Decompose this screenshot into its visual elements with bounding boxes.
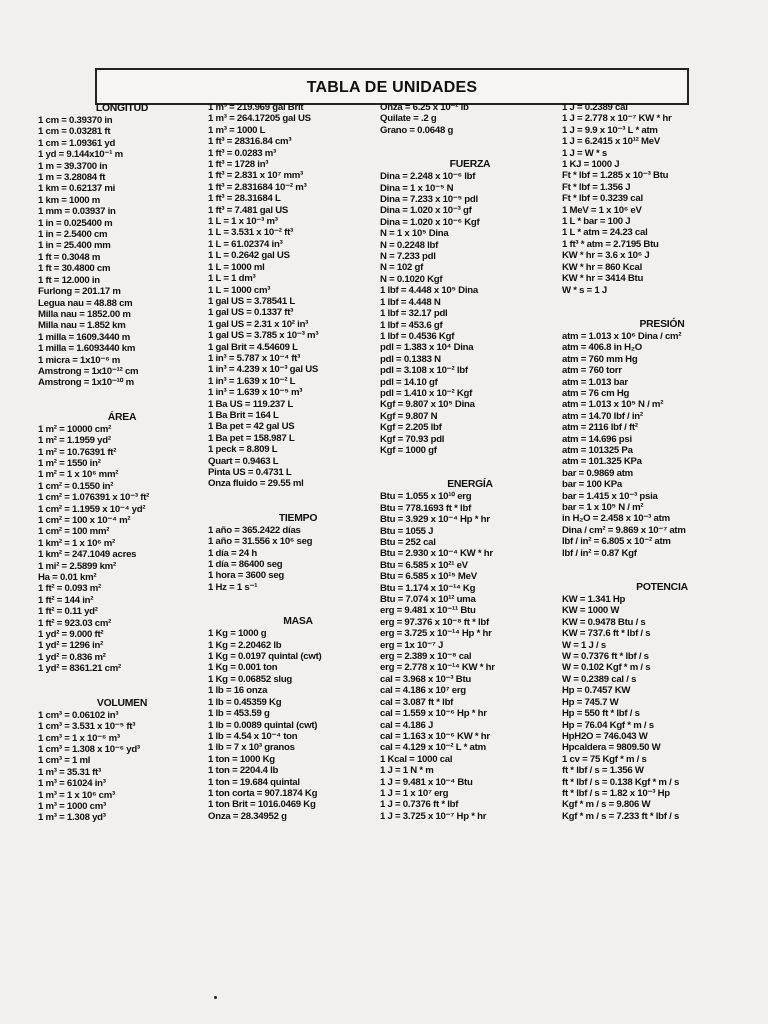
section-continued: [208, 102, 388, 490]
conversion-line: atm = 14.70 lbf / in²: [562, 410, 643, 422]
conversion-line: 1 gal US = 3.78541 L: [208, 295, 295, 307]
conversion-line: 1 lbf = 0.4536 Kgf: [380, 330, 455, 342]
conversion-line: 1 lb = 0.45359 Kg: [208, 696, 282, 708]
conversion-line: 1 in³ = 5.787 x 10⁻⁴ ft³: [208, 352, 301, 364]
conversion-line: 1 m³ = 1000 cm³: [38, 800, 106, 812]
conversion-line: 1 año = 31.556 x 10⁶ seg: [208, 536, 313, 548]
conversion-line: 1 ft = 30.4800 cm: [38, 263, 111, 275]
conversion-line: N = 0.2248 lbf: [380, 239, 439, 251]
conversion-line: Kgf = 70.93 pdl: [380, 433, 445, 445]
conversion-line: pdl = 14.10 gf: [380, 376, 438, 388]
conversion-line: 1 ft³ = 28316.84 cm³: [208, 136, 292, 148]
conversion-line: Onza = 28.34952 g: [208, 810, 287, 822]
conversion-line: 1 J = 3.725 x 10⁻⁷ Hp * hr: [380, 810, 487, 822]
conversion-line: 1 ft³ = 1728 in³: [208, 159, 269, 171]
conversion-line: lbf / in² = 0.87 Kgf: [562, 547, 637, 559]
conversion-line: cal = 4.186 J: [380, 719, 434, 731]
section-tiempo: [208, 512, 388, 593]
conversion-line: 1 J = 9.481 x 10⁻⁴ Btu: [380, 776, 473, 788]
conversion-line: Btu = 1055 J: [380, 525, 434, 537]
conversion-line: 1 ft³ = 28.31684 L: [208, 193, 281, 205]
conversion-line: Hp = 550 ft * lbf / s: [562, 708, 640, 720]
conversion-line: 1 ton = 19.684 quintal: [208, 776, 300, 788]
conversion-line: Kgf * m / s = 9.806 W: [562, 799, 651, 811]
conversion-line: 1 lb = 7 x 10³ granos: [208, 742, 295, 754]
conversion-line: bar = 1 x 10⁵ N / m²: [562, 502, 644, 513]
conversion-line: 1 ton = 1000 Kg: [208, 753, 275, 765]
conversion-line: 1 m² = 10000 cm²: [38, 423, 112, 435]
column-3: [380, 102, 560, 822]
conversion-line: Btu = 778.1693 ft * lbf: [380, 502, 472, 514]
conversion-line: 1 día = 86400 seg: [208, 559, 283, 571]
conversion-line: W = 0.102 Kgf * m / s: [562, 662, 651, 674]
conversion-line: 1 km = 1000 m: [38, 194, 101, 206]
conversion-line: 1 L * atm = 24.23 cal: [562, 227, 648, 239]
conversion-line: Milla nau = 1.852 km: [38, 320, 126, 332]
conversion-line: 1 in = 0.025400 m: [38, 217, 113, 229]
conversion-line: 1 m² = 1550 in²: [38, 457, 101, 469]
conversion-line: 1 gal US = 2.31 x 10² in³: [208, 318, 309, 330]
conversion-line: 1 cm = 1.09361 yd: [38, 137, 116, 149]
conversion-line: atm = 760 mm Hg: [562, 353, 638, 365]
conversion-line: 1 Ba US = 119.237 L: [208, 398, 294, 410]
conversion-line: KW = 1000 W: [562, 605, 620, 617]
conversion-line: Dina = 1 x 10⁻⁵ N: [380, 182, 454, 194]
conversion-line: 1 m² = 10.76391 ft²: [38, 446, 117, 458]
conversion-line: KW * hr = 3.6 x 10⁶ J: [562, 250, 650, 262]
section-presion: [562, 318, 762, 559]
conversion-line: 1 yd² = 1296 in²: [38, 640, 104, 652]
conversion-line: 1 Kg = 1000 g: [208, 628, 267, 640]
conversion-line: atm = 1.013 x 10⁵ N / m²: [562, 399, 664, 411]
conversion-line: KW = 1.341 Hp: [562, 594, 626, 606]
conversion-line: erg = 9.481 x 10⁻¹¹ Btu: [380, 605, 476, 617]
section-heading: LONGITUD: [95, 103, 149, 114]
conversion-line: Onza = 6.25 x 10⁻² lb: [380, 102, 469, 113]
conversion-line: atm = 101.325 KPa: [562, 456, 642, 468]
conversion-line: 1 J = 9.9 x 10⁻³ L * atm: [562, 124, 658, 136]
conversion-line: 1 cm² = 0.1550 in²: [38, 480, 114, 492]
conversion-line: 1 in³ = 1.639 x 10⁻⁵ m³: [208, 387, 303, 399]
conversion-line: cal = 3.968 x 10⁻³ Btu: [380, 673, 472, 685]
conversion-line: 1 ft = 0.3048 m: [38, 251, 101, 263]
conversion-line: 1 lbf = 453.6 gf: [380, 319, 443, 331]
conversion-line: 1 ft² = 923.03 cm²: [38, 617, 112, 629]
conversion-line: 1 cm³ = 3.531 x 10⁻⁵ ft³: [38, 721, 136, 733]
conversion-line: KW = 0.9478 Btu / s: [562, 616, 646, 628]
conversion-line: N = 7.233 pdl: [380, 251, 436, 263]
conversion-line: 1 in³ = 1.639 x 10⁻² L: [208, 375, 296, 387]
conversion-line: Furlong = 201.17 m: [38, 286, 121, 298]
conversion-line: Dina / cm² = 9.869 x 10⁻⁷ atm: [562, 524, 686, 536]
conversion-line: Dina = 1.020 x 10⁻⁶ Kgf: [380, 216, 480, 228]
conversion-line: 1 gal US = 0.1337 ft³: [208, 307, 294, 319]
conversion-line: 1 m² = 1 x 10⁶ mm²: [38, 469, 119, 481]
conversion-line: Ft * lbf = 1.285 x 10⁻³ Btu: [562, 170, 669, 182]
conversion-line: 1 km = 0.62137 mi: [38, 183, 116, 195]
conversion-line: 1 km² = 247.1049 acres: [38, 549, 137, 561]
conversion-line: 1 m³ = 61024 in³: [38, 778, 106, 790]
conversion-line: Hp = 76.04 Kgf * m / s: [562, 719, 654, 731]
conversion-line: 1 L = 1000 cm³: [208, 284, 271, 296]
conversion-line: Hp = 745.7 W: [562, 696, 619, 708]
conversion-line: 1 mi² = 2.5899 km²: [38, 560, 116, 572]
conversion-line: ft * lbf / s = 1.356 W: [562, 765, 644, 777]
conversion-line: 1 lbf = 4.448 N: [380, 296, 441, 308]
section-heading: ENERGÍA: [447, 479, 493, 491]
conversion-line: Btu = 6.585 x 10²¹ eV: [380, 559, 468, 571]
conversion-line: Btu = 1.174 x 10⁻¹⁴ Kg: [380, 582, 476, 594]
conversion-line: 1 cm² = 100 mm²: [38, 526, 110, 538]
conversion-line: Quart = 0.9463 L: [208, 455, 279, 467]
conversion-line: 1 cm² = 100 x 10⁻⁴ m²: [38, 515, 131, 526]
conversion-line: 1 lbf = 32.17 pdl: [380, 308, 448, 320]
conversion-line: 1 ft³ = 2.831684 10⁻² m³: [208, 181, 307, 193]
conversion-line: 1 in³ = 4.239 x 10⁻³ gal US: [208, 364, 319, 376]
column-4: [562, 102, 762, 822]
conversion-line: 1 ft = 12.000 in: [38, 274, 100, 286]
conversion-line: Btu = 7.074 x 10¹² uma: [380, 594, 476, 606]
conversion-line: atm = 14.696 psi: [562, 433, 632, 445]
conversion-line: Kgf = 9.807 x 10⁵ Dina: [380, 399, 475, 411]
conversion-line: 1 m = 39.3700 in: [38, 160, 108, 172]
conversion-line: 1 J = 0.7376 ft * lbf: [380, 799, 459, 811]
conversion-line: in H₂O = 2.458 x 10⁻³ atm: [562, 513, 670, 525]
section-continued: [562, 102, 762, 296]
conversion-line: erg = 3.725 x 10⁻¹⁴ Hp * hr: [380, 628, 492, 640]
conversion-line: Onza fluido = 29.55 ml: [208, 478, 304, 490]
conversion-line: 1 gal US = 3.785 x 10⁻³ m³: [208, 330, 319, 342]
conversion-line: cal = 1.163 x 10⁻⁶ KW * hr: [380, 730, 490, 742]
section-fuerza: [380, 158, 560, 456]
conversion-line: atm = 406.8 in H₂O: [562, 342, 643, 354]
conversion-line: 1 m² = 1.1959 yd²: [38, 435, 111, 447]
conversion-line: pdl = 3.108 x 10⁻² lbf: [380, 365, 468, 377]
conversion-line: 1 KJ = 1000 J: [562, 159, 620, 171]
section-continued: [380, 102, 560, 136]
conversion-line: bar = 100 KPa: [562, 479, 622, 491]
conversion-line: 1 L = 0.2642 gal US: [208, 250, 290, 262]
conversion-line: 1 ton = 2204.4 lb: [208, 765, 279, 777]
conversion-line: 1 cm = 0.39370 in: [38, 115, 113, 126]
conversion-line: Kgf = 2.205 lbf: [380, 422, 442, 434]
column-2: [208, 102, 388, 822]
conversion-line: 1 ft³ = 0.0283 m³: [208, 147, 277, 159]
conversion-line: Btu = 2.930 x 10⁻⁴ KW * hr: [380, 548, 493, 560]
section-potencia: [562, 581, 762, 822]
section-heading: TIEMPO: [278, 512, 318, 524]
conversion-line: 1 km² = 1 x 10⁶ m²: [38, 537, 115, 549]
conversion-line: Hp = 0.7457 KW: [562, 685, 631, 697]
conversion-line: 1 in = 2.5400 cm: [38, 229, 108, 241]
conversion-line: Legua nau = 48.88 cm: [38, 297, 133, 309]
conversion-line: atm = 76 cm Hg: [562, 387, 630, 399]
conversion-line: 1 J = 1 N * m: [380, 765, 434, 777]
conversion-line: N = 102 gf: [380, 262, 424, 274]
column-1: [38, 102, 206, 824]
conversion-line: 1 J = W * s: [562, 147, 607, 159]
conversion-line: 1 ton Brit = 1016.0469 Kg: [208, 799, 316, 811]
conversion-line: Ft * lbf = 1.356 J: [562, 181, 631, 193]
section-area: [38, 411, 206, 675]
section-heading: POTENCIA: [636, 582, 688, 594]
conversion-line: 1 gal Brit = 4.54609 L: [208, 341, 298, 353]
conversion-line: 1 lb = 453.59 g: [208, 708, 270, 720]
conversion-line: 1 Kg = 0.001 ton: [208, 662, 278, 674]
conversion-line: 1 ft³ = 2.831 x 10⁷ mm³: [208, 170, 303, 182]
conversion-line: 1 in = 25.400 mm: [38, 240, 111, 252]
conversion-line: 1 año = 365.2422 días: [208, 524, 301, 536]
conversion-line: cal = 1.559 x 10⁻⁶ Hp * hr: [380, 708, 487, 720]
conversion-line: KW * hr = 3414 Btu: [562, 273, 644, 285]
conversion-line: 1 yd² = 9.000 ft²: [38, 629, 104, 641]
conversion-line: Kgf = 9.807 N: [380, 410, 438, 422]
conversion-line: atm = 101325 Pa: [562, 444, 633, 456]
section-volumen: [38, 697, 206, 824]
conversion-line: Kgf * m / s = 7.233 ft * lbf / s: [562, 810, 680, 822]
conversion-line: W = 0.2389 cal / s: [562, 673, 637, 685]
conversion-line: 1 ft² = 0.093 m²: [38, 583, 101, 595]
conversion-line: 1 L = 1 x 10⁻³ m³: [208, 216, 278, 228]
conversion-line: Amstrong = 1x10⁻¹² cm: [38, 365, 139, 377]
section-masa: [208, 615, 388, 822]
conversion-line: 1 L = 1000 ml: [208, 261, 265, 273]
conversion-line: 1 lbf = 4.448 x 10⁵ Dina: [380, 285, 478, 297]
conversion-line: 1 yd = 9.144x10⁻¹ m: [38, 149, 123, 161]
conversion-line: erg = 1x 10⁻⁷ J: [380, 639, 444, 651]
conversion-line: Pinta US = 0.4731 L: [208, 467, 292, 478]
conversion-line: 1 L = 61.02374 in³: [208, 238, 283, 250]
conversion-line: N = 1 x 10⁵ Dina: [380, 228, 449, 240]
conversion-line: 1 cm³ = 1 x 10⁻⁶ m³: [38, 732, 120, 744]
section-energia: [380, 478, 560, 822]
conversion-line: cal = 4.186 x 10⁷ erg: [380, 685, 466, 697]
conversion-line: Btu = 3.929 x 10⁻⁴ Hp * hr: [380, 514, 490, 526]
conversion-line: 1 Ba Brit = 164 L: [208, 409, 279, 421]
conversion-line: 1 yd² = 0.836 m²: [38, 651, 106, 663]
conversion-line: 1 J = 1 x 10⁷ erg: [380, 787, 449, 799]
conversion-line: 1 Ba pet = 42 gal US: [208, 421, 295, 433]
conversion-line: Hpcaldera = 9809.50 W: [562, 742, 661, 754]
conversion-line: 1 ft³ = 7.481 gal US: [208, 204, 289, 216]
conversion-line: 1 ft³ * atm = 2.7195 Btu: [562, 238, 659, 250]
section-longitud: [38, 102, 206, 389]
conversion-line: 1 micra = 1x10⁻⁶ m: [38, 354, 121, 366]
conversion-line: ft * lbf / s = 1.82 x 10⁻³ Hp: [562, 787, 670, 799]
conversion-line: 1 Ba pet = 158.987 L: [208, 432, 295, 444]
conversion-line: 1 m = 3.28084 ft: [38, 172, 106, 184]
conversion-line: Dina = 7.233 x 10⁻⁵ pdl: [380, 194, 478, 206]
conversion-line: Amstrong = 1x10⁻¹⁰ m: [38, 377, 134, 389]
conversion-line: Grano = 0.0648 g: [380, 124, 454, 136]
conversion-line: W = 0.7376 ft * lbf / s: [562, 651, 649, 663]
section-heading: PRESIÓN: [639, 318, 685, 330]
conversion-line: W * s = 1 J: [562, 284, 607, 296]
conversion-line: Dina = 1.020 x 10⁻³ gf: [380, 205, 472, 217]
conversion-line: 1 L = 3.531 x 10⁻² ft³: [208, 227, 293, 239]
conversion-line: atm = 1.013 x 10⁶ Dina / cm²: [562, 330, 682, 342]
conversion-line: 1 J = 0.2389 cal: [562, 102, 628, 113]
section-heading: VOLUMEN: [96, 697, 148, 709]
conversion-line: 1 milla = 1609.3440 m: [38, 331, 131, 343]
conversion-line: atm = 2116 lbf / ft²: [562, 422, 638, 434]
conversion-line: 1 ft² = 144 in²: [38, 594, 94, 606]
conversion-line: N = 0.1020 Kgf: [380, 273, 443, 285]
conversion-line: atm = 760 torr: [562, 365, 622, 377]
conversion-line: 1 cm = 0.03281 ft: [38, 126, 111, 138]
conversion-line: 1 ft² = 0.11 yd²: [38, 606, 98, 618]
conversion-line: 1 ton corta = 907.1874 Kg: [208, 787, 318, 799]
conversion-line: Kgf = 1000 gf: [380, 444, 437, 456]
conversion-line: bar = 0.9869 atm: [562, 467, 633, 479]
conversion-line: 1 cm³ = 1.308 x 10⁻⁶ yd³: [38, 743, 140, 755]
conversion-line: 1 peck = 8.809 L: [208, 444, 278, 456]
conversion-line: 1 L * bar = 100 J: [562, 216, 631, 228]
conversion-line: KW = 737.6 ft * lbf / s: [562, 628, 651, 640]
conversion-line: pdl = 1.410 x 10⁻² Kgf: [380, 387, 473, 399]
conversion-line: W = 1 J / s: [562, 639, 606, 651]
conversion-line: 1 m³ = 1 x 10⁶ cm³: [38, 789, 115, 801]
section-heading: FUERZA: [449, 159, 491, 171]
conversion-line: erg = 2.778 x 10⁻¹⁴ KW * hr: [380, 662, 495, 674]
conversion-line: 1 lb = 16 onza: [208, 685, 268, 697]
conversion-line: 1 J = 2.778 x 10⁻⁷ KW * hr: [562, 113, 672, 125]
conversion-line: Milla nau = 1852.00 m: [38, 308, 131, 320]
conversion-line: 1 hora = 3600 seg: [208, 570, 285, 582]
conversion-line: 1 cm² = 1.076391 x 10⁻³ ft²: [38, 492, 150, 504]
conversion-line: Dina = 2.248 x 10⁻⁶ lbf: [380, 171, 476, 183]
conversion-line: 1 Kg = 2.20462 lb: [208, 639, 282, 651]
conversion-line: 1 lb = 4.54 x 10⁻⁴ ton: [208, 730, 298, 742]
conversion-line: KW * hr = 860 Kcal: [562, 261, 643, 273]
conversion-line: 1 milla = 1.6093440 km: [38, 343, 136, 355]
speck: [214, 996, 217, 999]
conversion-line: 1 MeV = 1 x 10⁶ eV: [562, 204, 642, 216]
title-box: [95, 68, 689, 105]
conversion-line: cal = 4.129 x 10⁻² L * atm: [380, 742, 486, 754]
conversion-line: Ha = 0.01 km²: [38, 572, 97, 584]
conversion-line: 1 cv = 75 Kgf * m / s: [562, 753, 647, 765]
conversion-line: pdl = 1.383 x 10⁴ Dina: [380, 342, 474, 354]
conversion-line: ft * lbf / s = 0.138 Kgf * m / s: [562, 776, 680, 788]
conversion-line: 1 cm³ = 0.06102 in³: [38, 709, 119, 721]
conversion-line: lbf / in² = 6.805 x 10⁻² atm: [562, 536, 671, 548]
conversion-line: 1 Hz = 1 s⁻¹: [208, 581, 258, 593]
conversion-line: atm = 1.013 bar: [562, 376, 628, 388]
conversion-line: pdl = 0.1383 N: [380, 353, 441, 365]
conversion-line: 1 m³ = 264.17205 gal US: [208, 113, 311, 125]
conversion-line: 1 mm = 0.03937 in: [38, 206, 116, 218]
conversion-line: 1 Kg = 0.0197 quintal (cwt): [208, 651, 322, 663]
conversion-line: 1 yd² = 8361.21 cm²: [38, 663, 121, 675]
conversion-line: 1 cm³ = 1 ml: [38, 755, 91, 767]
conversion-line: Btu = 252 cal: [380, 537, 436, 548]
section-heading: MASA: [283, 616, 313, 628]
conversion-line: bar = 1.415 x 10⁻³ psia: [562, 490, 658, 502]
section-heading: ÁREA: [107, 411, 137, 423]
conversion-line: erg = 97.376 x 10⁻⁸ ft * lbf: [380, 616, 489, 628]
conversion-line: cal = 3.087 ft * lbf: [380, 696, 454, 708]
conversion-line: 1 J = 6.2415 x 10¹² MeV: [562, 136, 660, 148]
conversion-line: Ft * lbf = 0.3239 cal: [562, 193, 643, 205]
conversion-line: 1 L = 1 dm³: [208, 273, 256, 285]
conversion-line: 1 m³ = 35.31 ft³: [38, 766, 101, 778]
conversion-line: 1 m³ = 219.969 gal Brit: [208, 102, 304, 113]
conversion-line: 1 día = 24 h: [208, 547, 257, 559]
conversion-line: 1 m³ = 1.308 yd³: [38, 812, 106, 824]
conversion-line: Quilate = .2 g: [380, 113, 437, 125]
conversion-line: HpH2O = 746.043 W: [562, 730, 648, 742]
conversion-line: erg = 2.389 x 10⁻⁸ cal: [380, 651, 472, 663]
conversion-line: 1 Kcal = 1000 cal: [380, 753, 453, 765]
page-title: TABLA DE UNIDADES: [306, 79, 478, 96]
conversion-line: Btu = 1.055 x 10¹⁰ erg: [380, 491, 472, 503]
conversion-line: Btu = 6.585 x 10¹⁵ MeV: [380, 571, 477, 583]
conversion-line: 1 cm² = 1.1959 x 10⁻⁴ yd²: [38, 503, 146, 515]
conversion-line: 1 lb = 0.0089 quintal (cwt): [208, 719, 318, 731]
conversion-line: 1 m³ = 1000 L: [208, 124, 266, 136]
conversion-line: 1 Kg = 0.06852 slug: [208, 673, 293, 685]
